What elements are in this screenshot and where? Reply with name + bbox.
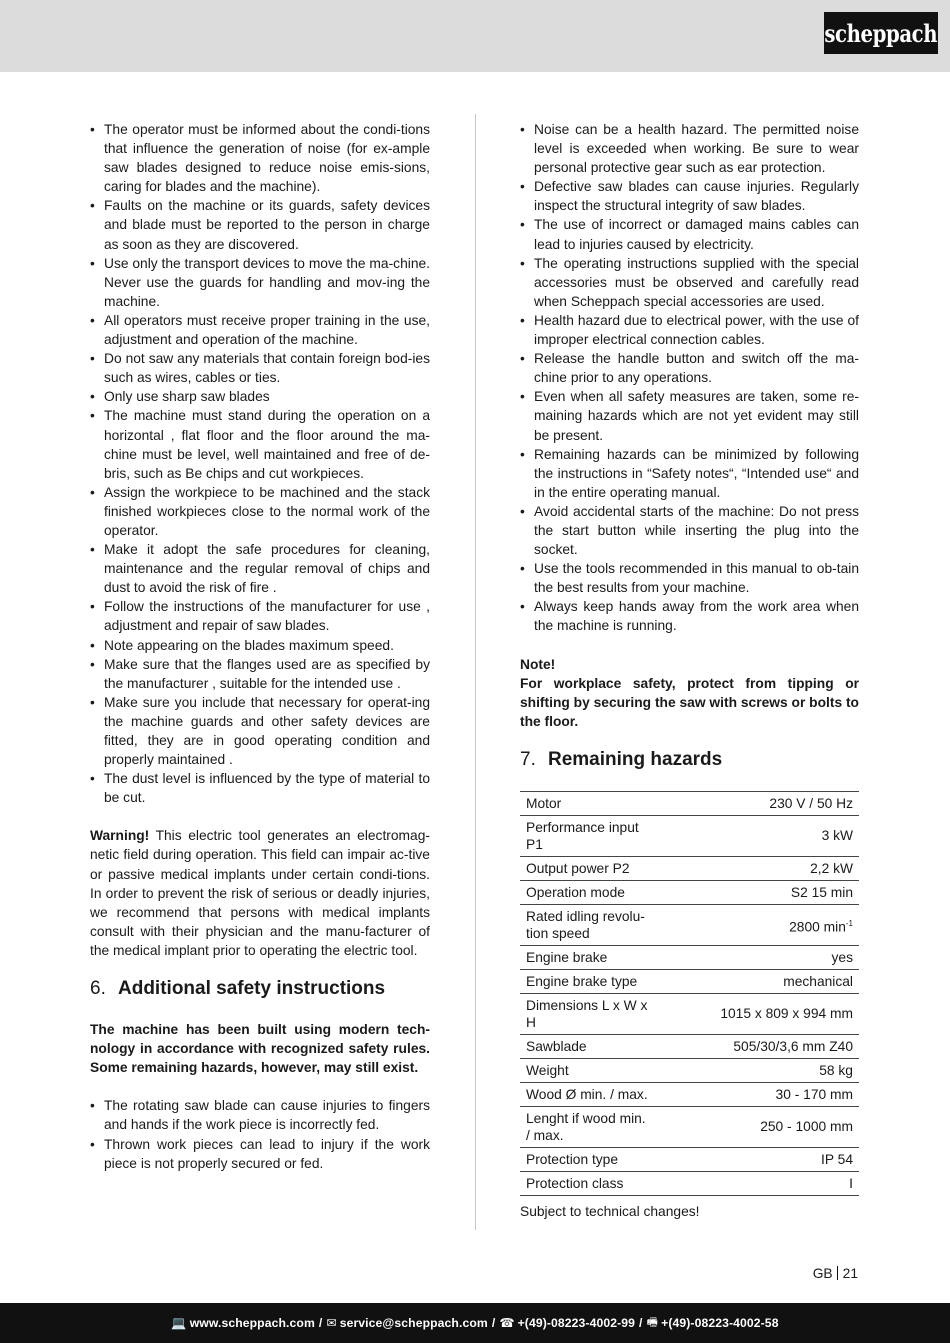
spec-value-text: 1015 x 809 x 994 mm [720,1006,853,1022]
logo-text: scheppach [824,18,938,48]
safety-list-continued [90,120,430,807]
section-6-heading [90,977,430,1001]
spec-label: Protection type [526,1151,619,1167]
footer-separator: / [639,1316,643,1330]
spec-value [658,880,859,904]
section-title: Additional safety instructions [118,978,386,1000]
table-row [520,969,859,993]
table-row [520,815,859,856]
section-title: Remaining hazards [548,748,723,770]
spec-value [658,1147,859,1171]
hazards-list [520,120,859,636]
phone-icon: ☎ [499,1316,515,1330]
list-item: • The operator must be informed about the condi-tions that influence the generation of noise (for ex-ample saw blades designed to reduce noise emis-sions, caring for blades and the machine). [90,120,430,196]
spec-value [658,1058,859,1082]
list-item: • All operators must receive proper training in the use, adjustment and operation of the machine. [90,311,430,349]
spec-label: Dimensions L x W x H [526,997,648,1030]
spec-label: Sawblade [526,1038,587,1054]
table-row [520,880,859,904]
technical-changes-note: Subject to technical changes! [520,1203,700,1219]
warning-paragraph [90,826,430,960]
section-number: 6. [90,978,106,1000]
table-row [520,1171,859,1195]
table-row [520,993,859,1034]
list-item: • Only use sharp saw blades [90,387,430,406]
spec-value-text: I [849,1175,853,1191]
computer-icon: 💻 [171,1316,187,1330]
table-row [520,1106,859,1147]
list-item: • Follow the instructions of the manufacturer for use , adjustment and repair of saw blades. [90,597,430,635]
spec-value-text: mechanical [783,973,853,989]
list-item: • The operating instructions supplied with the special accessories must be observed and carefully read when Scheppach special accessories are used. [520,254,859,311]
table-row [520,791,859,815]
list-item: • Make sure that the flanges used are as specified by the manufacturer , suitable for the intended use . [90,655,430,693]
table-row [520,1147,859,1171]
spec-value-text: 30 - 170 mm [775,1086,853,1102]
spec-label: Rated idling revolu-tion speed [526,908,645,941]
spec-value [658,815,859,856]
spec-value-text: 505/30/3,6 mm Z40 [733,1038,853,1054]
list-item: • Use the tools recommended in this manual to ob-tain the best results from your machine. [520,559,859,597]
spec-value [658,1034,859,1058]
page-lang: GB [812,1266,833,1281]
footer-separator: / [318,1316,323,1330]
fax-icon: 🖷 [646,1314,659,1329]
section-6-intro: The machine has been built using modern tech-nology in accordance with recognized safety rules. Some remaining hazards, however, may still exist. [90,1022,430,1076]
fax-number: +(49)-08223-4002-58 [661,1316,779,1330]
spec-value-text: 250 - 1000 mm [760,1119,853,1135]
spec-value-text: 2800 min [789,919,846,935]
spec-label: Lenght if wood min. / max. [526,1110,646,1143]
list-item: • Defective saw blades can cause injuries. Regularly inspect the structural integrity of saw blades. [520,177,859,215]
brand-logo [824,12,938,54]
spec-label: Protection class [526,1175,624,1191]
list-item: • Make sure you include that necessary for operat-ing the machine guards and other safety devices are fitted, they are in good operating condition and properly maintained . [90,693,430,769]
list-item: • Thrown work pieces can lead to injury if the work piece is not properly secured or fed. [90,1135,430,1173]
list-item: • Use only the transport devices to move the ma-chine. Never use the guards for handling and mov-ing the machine. [90,254,430,311]
spec-value [658,969,859,993]
warning-text: This electric tool generates an electromag-netic field during operation. This field can impair ac-tive or passive medical implants under certain condi-tions. In order to prevent the risk of serious or deadly injuries, we recommend that persons with medical implants consult with their physician and the manu-facturer of the medical implant prior to operating the electric tool. [90,828,430,958]
spec-value-text: 2,2 kW [810,860,853,876]
spec-value [658,1106,859,1147]
spec-label: Engine brake [526,949,608,965]
page-num: 21 [842,1266,858,1281]
column-divider [475,114,476,1230]
section-7-heading [520,748,859,772]
spec-value-text: 58 kg [819,1062,853,1078]
website-link[interactable]: www.scheppach.com [189,1316,315,1330]
note-label: Note! [520,656,556,672]
email-link[interactable]: service@scheppach.com [339,1316,488,1330]
technical-data-table [520,791,859,1196]
spec-label: Operation mode [526,884,625,900]
table-row [520,856,859,880]
email-icon: ✉ [326,1316,337,1330]
list-item: • Even when all safety measures are taken, some re-maining hazards which are not yet evident may still be present. [520,387,859,444]
spec-label: Motor [526,795,562,811]
spec-value [658,791,859,815]
warning-label: Warning! [90,828,150,844]
spec-value-text: 3 kW [821,828,853,844]
list-item: • Health hazard due to electrical power, with the use of improper electrical connection cables. [520,311,859,349]
left-column [90,120,430,1173]
list-item: • Noise can be a health hazard. The permitted noise level is exceeded when working. Be sure to wear personal protective gear such as ear protection. [520,120,859,177]
page-number [813,1266,858,1281]
list-item: • Remaining hazards can be minimized by following the instructions in “Safety notes“, “Intended use“ and in the entire operating manual. [520,445,859,502]
spec-label: Wood Ø min. / max. [526,1086,648,1102]
list-item: • Avoid accidental starts of the machine: Do not press the start button while inserting the plug into the socket. [520,502,859,559]
spec-label: Weight [526,1062,569,1078]
spec-value [658,1082,859,1106]
spec-value [658,993,859,1034]
spec-value-text: S2 15 min [790,884,853,900]
table-row [520,945,859,969]
spec-value-exponent: -1 [845,918,853,928]
list-item: • The rotating saw blade can cause injuries to fingers and hands if the work piece is incorrectly fed. [90,1096,430,1134]
list-item: • Always keep hands away from the work area when the machine is running. [520,597,859,635]
spec-value [658,945,859,969]
additional-safety-list [90,1096,430,1172]
spec-value [658,1171,859,1195]
page-separator [837,1266,838,1280]
right-column [520,120,859,1221]
spec-value-text: yes [831,949,853,965]
header-band [0,0,950,72]
list-item: • The dust level is influenced by the type of material to be cut. [90,769,430,807]
spec-value-text: IP 54 [821,1151,853,1167]
phone-number: +(49)-08223-4002-99 [517,1316,636,1330]
table-row [520,1082,859,1106]
spec-value [658,856,859,880]
list-item: • Assign the workpiece to be machined and the stack finished workpieces close to the normal work of the operator. [90,483,430,540]
spec-label: Engine brake type [526,973,638,989]
table-row [520,904,859,945]
list-item: • Note appearing on the blades maximum speed. [90,636,430,655]
footer-separator: / [491,1316,496,1330]
list-item: • Faults on the machine or its guards, safety devices and blade must be reported to the person in charge as soon as they are discovered. [90,196,430,253]
section-number: 7. [520,748,536,770]
list-item: • Make it adopt the safe procedures for cleaning, maintenance and the regular removal of chips and dust to avoid the risk of fire . [90,540,430,597]
spec-label: Output power P2 [526,860,630,876]
list-item: • The machine must stand during the operation on a horizontal , flat floor and the floor around the ma-chine must be level, well maintained and free of de-bris, such as Be chips and cut workpieces. [90,406,430,482]
table-row [520,1034,859,1058]
spec-label: Performance input P1 [526,819,639,852]
list-item: • The use of incorrect or damaged mains cables can lead to injuries caused by electricity. [520,215,859,253]
list-item: • Do not saw any materials that contain foreign bod-ies such as wires, cables or ties. [90,349,430,387]
spec-value [658,904,859,945]
spec-value-text: 230 V / 50 Hz [769,795,853,811]
list-item: • Release the handle button and switch off the ma-chine prior to any operations. [520,349,859,387]
table-row [520,1058,859,1082]
footer-contact-bar [0,1303,950,1343]
note-text: For workplace safety, protect from tipping or shifting by securing the saw with screws or bolts to the floor. [520,675,859,729]
